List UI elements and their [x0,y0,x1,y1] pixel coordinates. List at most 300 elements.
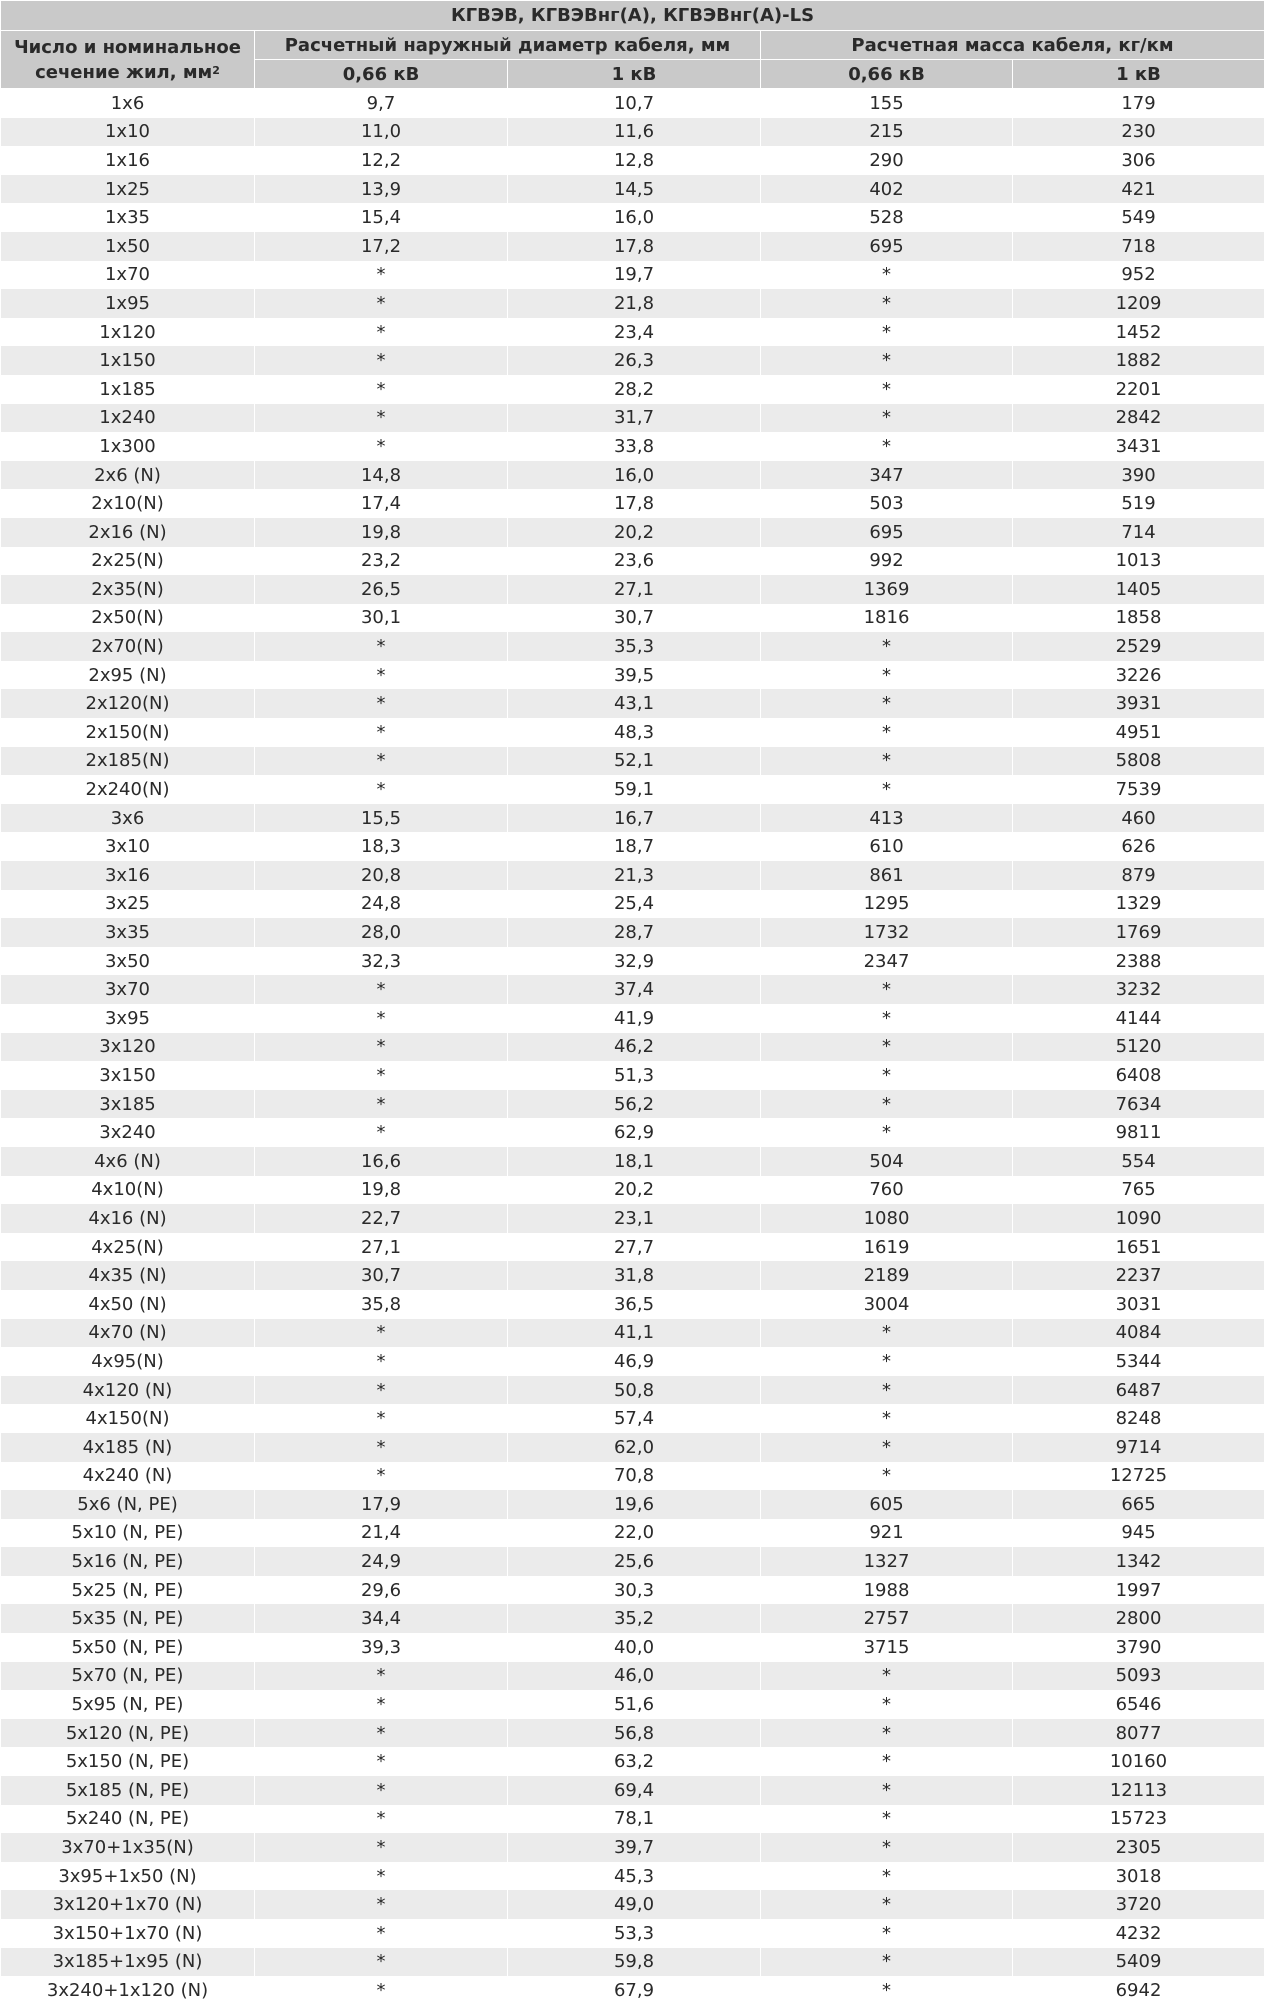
cell-diameter-1kv: 45,3 [508,1862,761,1891]
cell-diameter-1kv: 27,1 [508,575,761,604]
cell-diameter-1kv: 31,7 [508,404,761,433]
cell-section: 1x150 [1,346,255,375]
cell-mass-1kv: 5409 [1013,1948,1264,1977]
cell-mass-066kv: 1327 [761,1547,1013,1576]
table-row [1,1404,1264,1433]
cell-mass-1kv: 6546 [1013,1690,1264,1719]
cell-mass-1kv: 3720 [1013,1890,1264,1919]
cell-mass-066kv: 347 [761,461,1013,490]
cell-mass-1kv: 765 [1013,1176,1264,1205]
cell-mass-066kv: * [761,1976,1013,2005]
cell-mass-066kv: * [761,1462,1013,1491]
cell-diameter-066kv: * [255,1433,508,1462]
cell-diameter-066kv: 21,4 [255,1519,508,1548]
table-row [1,1862,1264,1891]
table-row [1,689,1264,718]
table-row [1,604,1264,633]
cell-diameter-1kv: 32,9 [508,947,761,976]
cell-diameter-066kv: * [255,1319,508,1348]
cell-diameter-066kv: * [255,1747,508,1776]
cell-diameter-066kv: 28,0 [255,918,508,947]
cell-mass-1kv: 1882 [1013,346,1264,375]
cell-diameter-066kv: 30,1 [255,604,508,633]
cell-diameter-066kv: 29,6 [255,1576,508,1605]
cell-diameter-1kv: 35,2 [508,1604,761,1633]
cell-diameter-1kv: 26,3 [508,346,761,375]
cell-mass-066kv: 528 [761,203,1013,232]
table-row [1,1204,1264,1233]
table-row [1,575,1264,604]
table-row [1,232,1264,261]
cell-mass-1kv: 390 [1013,461,1264,490]
cell-diameter-1kv: 43,1 [508,689,761,718]
subheader-diameter-066kv: 0,66 кВ [255,60,508,89]
cell-mass-066kv: * [761,1862,1013,1891]
cell-mass-066kv: * [761,718,1013,747]
cell-mass-066kv: 503 [761,489,1013,518]
cell-mass-1kv: 306 [1013,146,1264,175]
cell-mass-066kv: * [761,1033,1013,1062]
cell-diameter-1kv: 40,0 [508,1633,761,1662]
table-row [1,1004,1264,1033]
table-row [1,1490,1264,1519]
cell-diameter-1kv: 57,4 [508,1404,761,1433]
cell-diameter-066kv: 16,6 [255,1147,508,1176]
table-row [1,1805,1264,1834]
cell-diameter-1kv: 67,9 [508,1976,761,2005]
cell-mass-066kv: * [761,261,1013,290]
cell-diameter-066kv: * [255,1662,508,1691]
cell-section: 5x10 (N, PE) [1,1519,255,1548]
cell-mass-1kv: 460 [1013,804,1264,833]
cell-section: 3x120 [1,1033,255,1062]
cell-diameter-066kv: * [255,318,508,347]
cell-diameter-066kv: * [255,1805,508,1834]
cell-diameter-1kv: 63,2 [508,1747,761,1776]
cell-diameter-1kv: 22,0 [508,1519,761,1548]
cell-mass-066kv: 2347 [761,947,1013,976]
table-row [1,747,1264,776]
cell-mass-1kv: 5093 [1013,1662,1264,1691]
cell-mass-1kv: 1405 [1013,575,1264,604]
cell-diameter-1kv: 48,3 [508,718,761,747]
cell-mass-1kv: 4084 [1013,1319,1264,1348]
cell-mass-1kv: 2529 [1013,632,1264,661]
cell-mass-066kv: * [761,1347,1013,1376]
cell-section: 1x240 [1,404,255,433]
cell-mass-1kv: 3431 [1013,432,1264,461]
cell-diameter-066kv: 39,3 [255,1633,508,1662]
cell-diameter-066kv: 19,8 [255,518,508,547]
cell-diameter-1kv: 20,2 [508,518,761,547]
table-row [1,346,1264,375]
cell-mass-066kv: 1732 [761,918,1013,947]
cell-diameter-1kv: 56,8 [508,1719,761,1748]
cell-diameter-1kv: 39,5 [508,661,761,690]
cell-mass-1kv: 4951 [1013,718,1264,747]
column-header-diameter: Расчетный наружный диаметр кабеля, мм [255,31,761,60]
cell-section: 4x25(N) [1,1233,255,1262]
cell-diameter-066kv: 9,7 [255,89,508,118]
cell-mass-066kv: * [761,775,1013,804]
cell-diameter-1kv: 70,8 [508,1462,761,1491]
table-row [1,1690,1264,1719]
cell-mass-066kv: * [761,1719,1013,1748]
cell-mass-1kv: 2305 [1013,1833,1264,1862]
cell-diameter-1kv: 25,6 [508,1547,761,1576]
cell-diameter-066kv: * [255,375,508,404]
table-row [1,461,1264,490]
cell-mass-066kv: * [761,1747,1013,1776]
cell-diameter-066kv: * [255,1919,508,1948]
cell-section: 1x95 [1,289,255,318]
cell-mass-066kv: 992 [761,547,1013,576]
cell-mass-1kv: 665 [1013,1490,1264,1519]
cell-diameter-1kv: 25,4 [508,890,761,919]
table-row [1,775,1264,804]
cell-mass-1kv: 3018 [1013,1862,1264,1891]
table-header [1,1,1264,89]
cell-diameter-066kv: * [255,718,508,747]
cell-diameter-1kv: 46,9 [508,1347,761,1376]
cell-section: 3x70 [1,975,255,1004]
table-row [1,1747,1264,1776]
cell-diameter-1kv: 21,3 [508,861,761,890]
cell-diameter-066kv: * [255,1833,508,1862]
cell-mass-1kv: 10160 [1013,1747,1264,1776]
table-row [1,261,1264,290]
cell-diameter-1kv: 51,6 [508,1690,761,1719]
cell-diameter-1kv: 23,1 [508,1204,761,1233]
cell-section: 5x50 (N, PE) [1,1633,255,1662]
cell-section: 4x95(N) [1,1347,255,1376]
cell-diameter-1kv: 62,9 [508,1118,761,1147]
cell-diameter-066kv: * [255,1118,508,1147]
cell-mass-1kv: 3931 [1013,689,1264,718]
cell-section: 3x50 [1,947,255,976]
cell-section: 2x150(N) [1,718,255,747]
cell-section: 2x50(N) [1,604,255,633]
superscript-2: 2 [212,64,220,77]
cell-section: 1x16 [1,146,255,175]
cell-mass-066kv: * [761,1948,1013,1977]
cell-mass-066kv: 290 [761,146,1013,175]
table-row [1,918,1264,947]
cell-mass-066kv: * [761,1690,1013,1719]
cell-mass-066kv: 504 [761,1147,1013,1176]
table-body [1,89,1264,2005]
cell-mass-066kv: 921 [761,1519,1013,1548]
cell-section: 3x240 [1,1118,255,1147]
table-row [1,1290,1264,1319]
table-row [1,1118,1264,1147]
cell-mass-1kv: 945 [1013,1519,1264,1548]
cell-mass-066kv: * [761,1805,1013,1834]
cell-diameter-1kv: 78,1 [508,1805,761,1834]
cell-mass-066kv: 1988 [761,1576,1013,1605]
table-row [1,1948,1264,1977]
cell-mass-066kv: * [761,318,1013,347]
cell-mass-066kv: 3004 [761,1290,1013,1319]
cell-mass-1kv: 6942 [1013,1976,1264,2005]
cell-mass-066kv: * [761,1061,1013,1090]
table-row [1,489,1264,518]
cell-mass-066kv: * [761,432,1013,461]
cell-section: 2x70(N) [1,632,255,661]
cell-mass-066kv: * [761,1319,1013,1348]
cell-diameter-1kv: 16,0 [508,203,761,232]
cell-mass-1kv: 549 [1013,203,1264,232]
cell-section: 1x35 [1,203,255,232]
cell-diameter-066kv: * [255,1948,508,1977]
cell-mass-1kv: 4232 [1013,1919,1264,1948]
cell-diameter-1kv: 23,4 [508,318,761,347]
cell-diameter-066kv: * [255,1090,508,1119]
table-row [1,1519,1264,1548]
cell-mass-1kv: 1858 [1013,604,1264,633]
cell-mass-1kv: 230 [1013,118,1264,147]
cell-diameter-066kv: * [255,261,508,290]
cell-section: 3x150+1x70 (N) [1,1919,255,1948]
cell-diameter-066kv: 18,3 [255,832,508,861]
table-row [1,947,1264,976]
cell-diameter-066kv: * [255,404,508,433]
table-row [1,861,1264,890]
table-row [1,1347,1264,1376]
cell-mass-066kv: * [761,661,1013,690]
cell-section: 4x185 (N) [1,1433,255,1462]
table-row [1,1833,1264,1862]
cell-diameter-1kv: 41,9 [508,1004,761,1033]
cell-mass-1kv: 2388 [1013,947,1264,976]
cell-diameter-066kv: 32,3 [255,947,508,976]
cell-diameter-1kv: 59,8 [508,1948,761,1977]
cell-diameter-066kv: * [255,1462,508,1491]
cell-diameter-066kv: * [255,775,508,804]
cell-diameter-1kv: 49,0 [508,1890,761,1919]
table-row [1,1319,1264,1348]
cell-diameter-1kv: 59,1 [508,775,761,804]
cell-mass-1kv: 179 [1013,89,1264,118]
cell-diameter-066kv: 19,8 [255,1176,508,1205]
cell-mass-1kv: 2237 [1013,1261,1264,1290]
cell-diameter-1kv: 28,7 [508,918,761,947]
cell-mass-066kv: * [761,747,1013,776]
table-row [1,289,1264,318]
table-row [1,1776,1264,1805]
cell-mass-1kv: 3226 [1013,661,1264,690]
cell-mass-1kv: 5808 [1013,747,1264,776]
cell-mass-066kv: 1619 [761,1233,1013,1262]
cell-section: 1x25 [1,175,255,204]
cell-section: 4x35 (N) [1,1261,255,1290]
cell-mass-1kv: 626 [1013,832,1264,861]
cell-section: 2x95 (N) [1,661,255,690]
cell-diameter-1kv: 30,7 [508,604,761,633]
cell-mass-1kv: 1209 [1013,289,1264,318]
cell-mass-066kv: * [761,975,1013,1004]
table-row [1,1462,1264,1491]
cell-diameter-1kv: 35,3 [508,632,761,661]
cell-mass-1kv: 8248 [1013,1404,1264,1433]
cell-section: 2x16 (N) [1,518,255,547]
cell-mass-1kv: 2800 [1013,1604,1264,1633]
table-title: КГВЭВ, КГВЭВнг(A), КГВЭВнг(А)-LS [1,1,1264,31]
cell-diameter-066kv: 15,4 [255,203,508,232]
cell-mass-066kv: 2189 [761,1261,1013,1290]
cell-diameter-066kv: 17,4 [255,489,508,518]
cell-section: 3x185+1x95 (N) [1,1948,255,1977]
cell-mass-1kv: 1342 [1013,1547,1264,1576]
column-header-section-line2: сечение жил, мм [35,62,212,83]
cell-diameter-066kv: 11,0 [255,118,508,147]
cell-diameter-066kv: 13,9 [255,175,508,204]
cell-diameter-066kv: * [255,1404,508,1433]
column-header-mass: Расчетная масса кабеля, кг/км [761,31,1264,60]
cell-section: 5x120 (N, PE) [1,1719,255,1748]
cell-diameter-1kv: 33,8 [508,432,761,461]
cell-mass-066kv: * [761,1833,1013,1862]
cell-section: 3x25 [1,890,255,919]
cell-section: 1x6 [1,89,255,118]
cell-mass-1kv: 12113 [1013,1776,1264,1805]
cell-section: 5x95 (N, PE) [1,1690,255,1719]
cell-mass-1kv: 3031 [1013,1290,1264,1319]
cell-diameter-1kv: 16,7 [508,804,761,833]
cell-mass-1kv: 1997 [1013,1576,1264,1605]
table-row [1,1433,1264,1462]
table-row [1,1662,1264,1691]
table-row [1,1976,1264,2005]
cell-diameter-1kv: 23,6 [508,547,761,576]
cell-section: 1x70 [1,261,255,290]
cell-section: 1x300 [1,432,255,461]
cell-section: 3x95+1x50 (N) [1,1862,255,1891]
cell-mass-1kv: 2201 [1013,375,1264,404]
cell-mass-1kv: 3232 [1013,975,1264,1004]
cell-diameter-1kv: 19,6 [508,1490,761,1519]
cell-mass-1kv: 1329 [1013,890,1264,919]
cell-mass-066kv: * [761,1890,1013,1919]
cell-section: 5x6 (N, PE) [1,1490,255,1519]
cell-diameter-066kv: * [255,1690,508,1719]
table-row [1,89,1264,118]
cell-mass-066kv: * [761,1090,1013,1119]
cell-mass-1kv: 519 [1013,489,1264,518]
column-header-section [1,31,255,89]
cell-mass-066kv: 155 [761,89,1013,118]
cell-diameter-066kv: * [255,1061,508,1090]
cell-section: 5x70 (N, PE) [1,1662,255,1691]
cell-diameter-1kv: 41,1 [508,1319,761,1348]
table-row [1,1547,1264,1576]
cell-diameter-066kv: 34,4 [255,1604,508,1633]
cell-diameter-066kv: 27,1 [255,1233,508,1262]
column-header-section-line1: Число и номинальное [14,37,241,58]
cell-diameter-1kv: 11,6 [508,118,761,147]
cell-diameter-1kv: 37,4 [508,975,761,1004]
cell-diameter-066kv: 24,8 [255,890,508,919]
cell-mass-1kv: 1013 [1013,547,1264,576]
table-row [1,203,1264,232]
cell-diameter-1kv: 46,2 [508,1033,761,1062]
cell-diameter-066kv: 23,2 [255,547,508,576]
cell-section: 2x120(N) [1,689,255,718]
cell-diameter-1kv: 12,8 [508,146,761,175]
cell-diameter-066kv: 15,5 [255,804,508,833]
cell-mass-066kv: 1369 [761,575,1013,604]
cell-diameter-066kv: * [255,975,508,1004]
cell-diameter-1kv: 51,3 [508,1061,761,1090]
cell-diameter-066kv: 12,2 [255,146,508,175]
cell-section: 4x50 (N) [1,1290,255,1319]
cell-mass-066kv: * [761,404,1013,433]
table-row [1,1233,1264,1262]
cell-section: 4x240 (N) [1,1462,255,1491]
cell-mass-066kv: * [761,1376,1013,1405]
cell-mass-1kv: 12725 [1013,1462,1264,1491]
cell-mass-066kv: 1295 [761,890,1013,919]
cell-section: 3x240+1x120 (N) [1,1976,255,2005]
cell-mass-1kv: 1769 [1013,918,1264,947]
cell-diameter-1kv: 17,8 [508,232,761,261]
table-row [1,318,1264,347]
table-row [1,1147,1264,1176]
table-row [1,718,1264,747]
table-row [1,404,1264,433]
table-row [1,804,1264,833]
cell-section: 5x150 (N, PE) [1,1747,255,1776]
cell-mass-066kv: * [761,1776,1013,1805]
cell-mass-1kv: 421 [1013,175,1264,204]
cell-diameter-1kv: 39,7 [508,1833,761,1862]
cell-section: 5x240 (N, PE) [1,1805,255,1834]
cell-mass-1kv: 8077 [1013,1719,1264,1748]
cell-diameter-1kv: 16,0 [508,461,761,490]
cell-diameter-1kv: 53,3 [508,1919,761,1948]
cell-diameter-1kv: 14,5 [508,175,761,204]
cell-mass-1kv: 554 [1013,1147,1264,1176]
cell-section: 2x35(N) [1,575,255,604]
cell-diameter-1kv: 20,2 [508,1176,761,1205]
cell-diameter-066kv: * [255,1890,508,1919]
cell-section: 2x185(N) [1,747,255,776]
cell-diameter-066kv: * [255,1776,508,1805]
cell-mass-1kv: 2842 [1013,404,1264,433]
cell-diameter-066kv: * [255,1004,508,1033]
cell-section: 3x16 [1,861,255,890]
table-row [1,1576,1264,1605]
table-row [1,1633,1264,1662]
cell-diameter-066kv: * [255,1862,508,1891]
table-row [1,1604,1264,1633]
cell-section: 5x185 (N, PE) [1,1776,255,1805]
cell-mass-1kv: 4144 [1013,1004,1264,1033]
table-row [1,432,1264,461]
subheader-mass-1kv: 1 кВ [1013,60,1264,89]
cell-section: 4x150(N) [1,1404,255,1433]
cell-diameter-066kv: * [255,1976,508,2005]
cell-mass-1kv: 3790 [1013,1633,1264,1662]
cell-diameter-1kv: 17,8 [508,489,761,518]
cell-section: 3x70+1x35(N) [1,1833,255,1862]
cell-section: 3x95 [1,1004,255,1033]
cell-mass-1kv: 718 [1013,232,1264,261]
cell-mass-1kv: 7539 [1013,775,1264,804]
cell-mass-066kv: * [761,1118,1013,1147]
cell-mass-066kv: 1816 [761,604,1013,633]
cell-diameter-1kv: 27,7 [508,1233,761,1262]
